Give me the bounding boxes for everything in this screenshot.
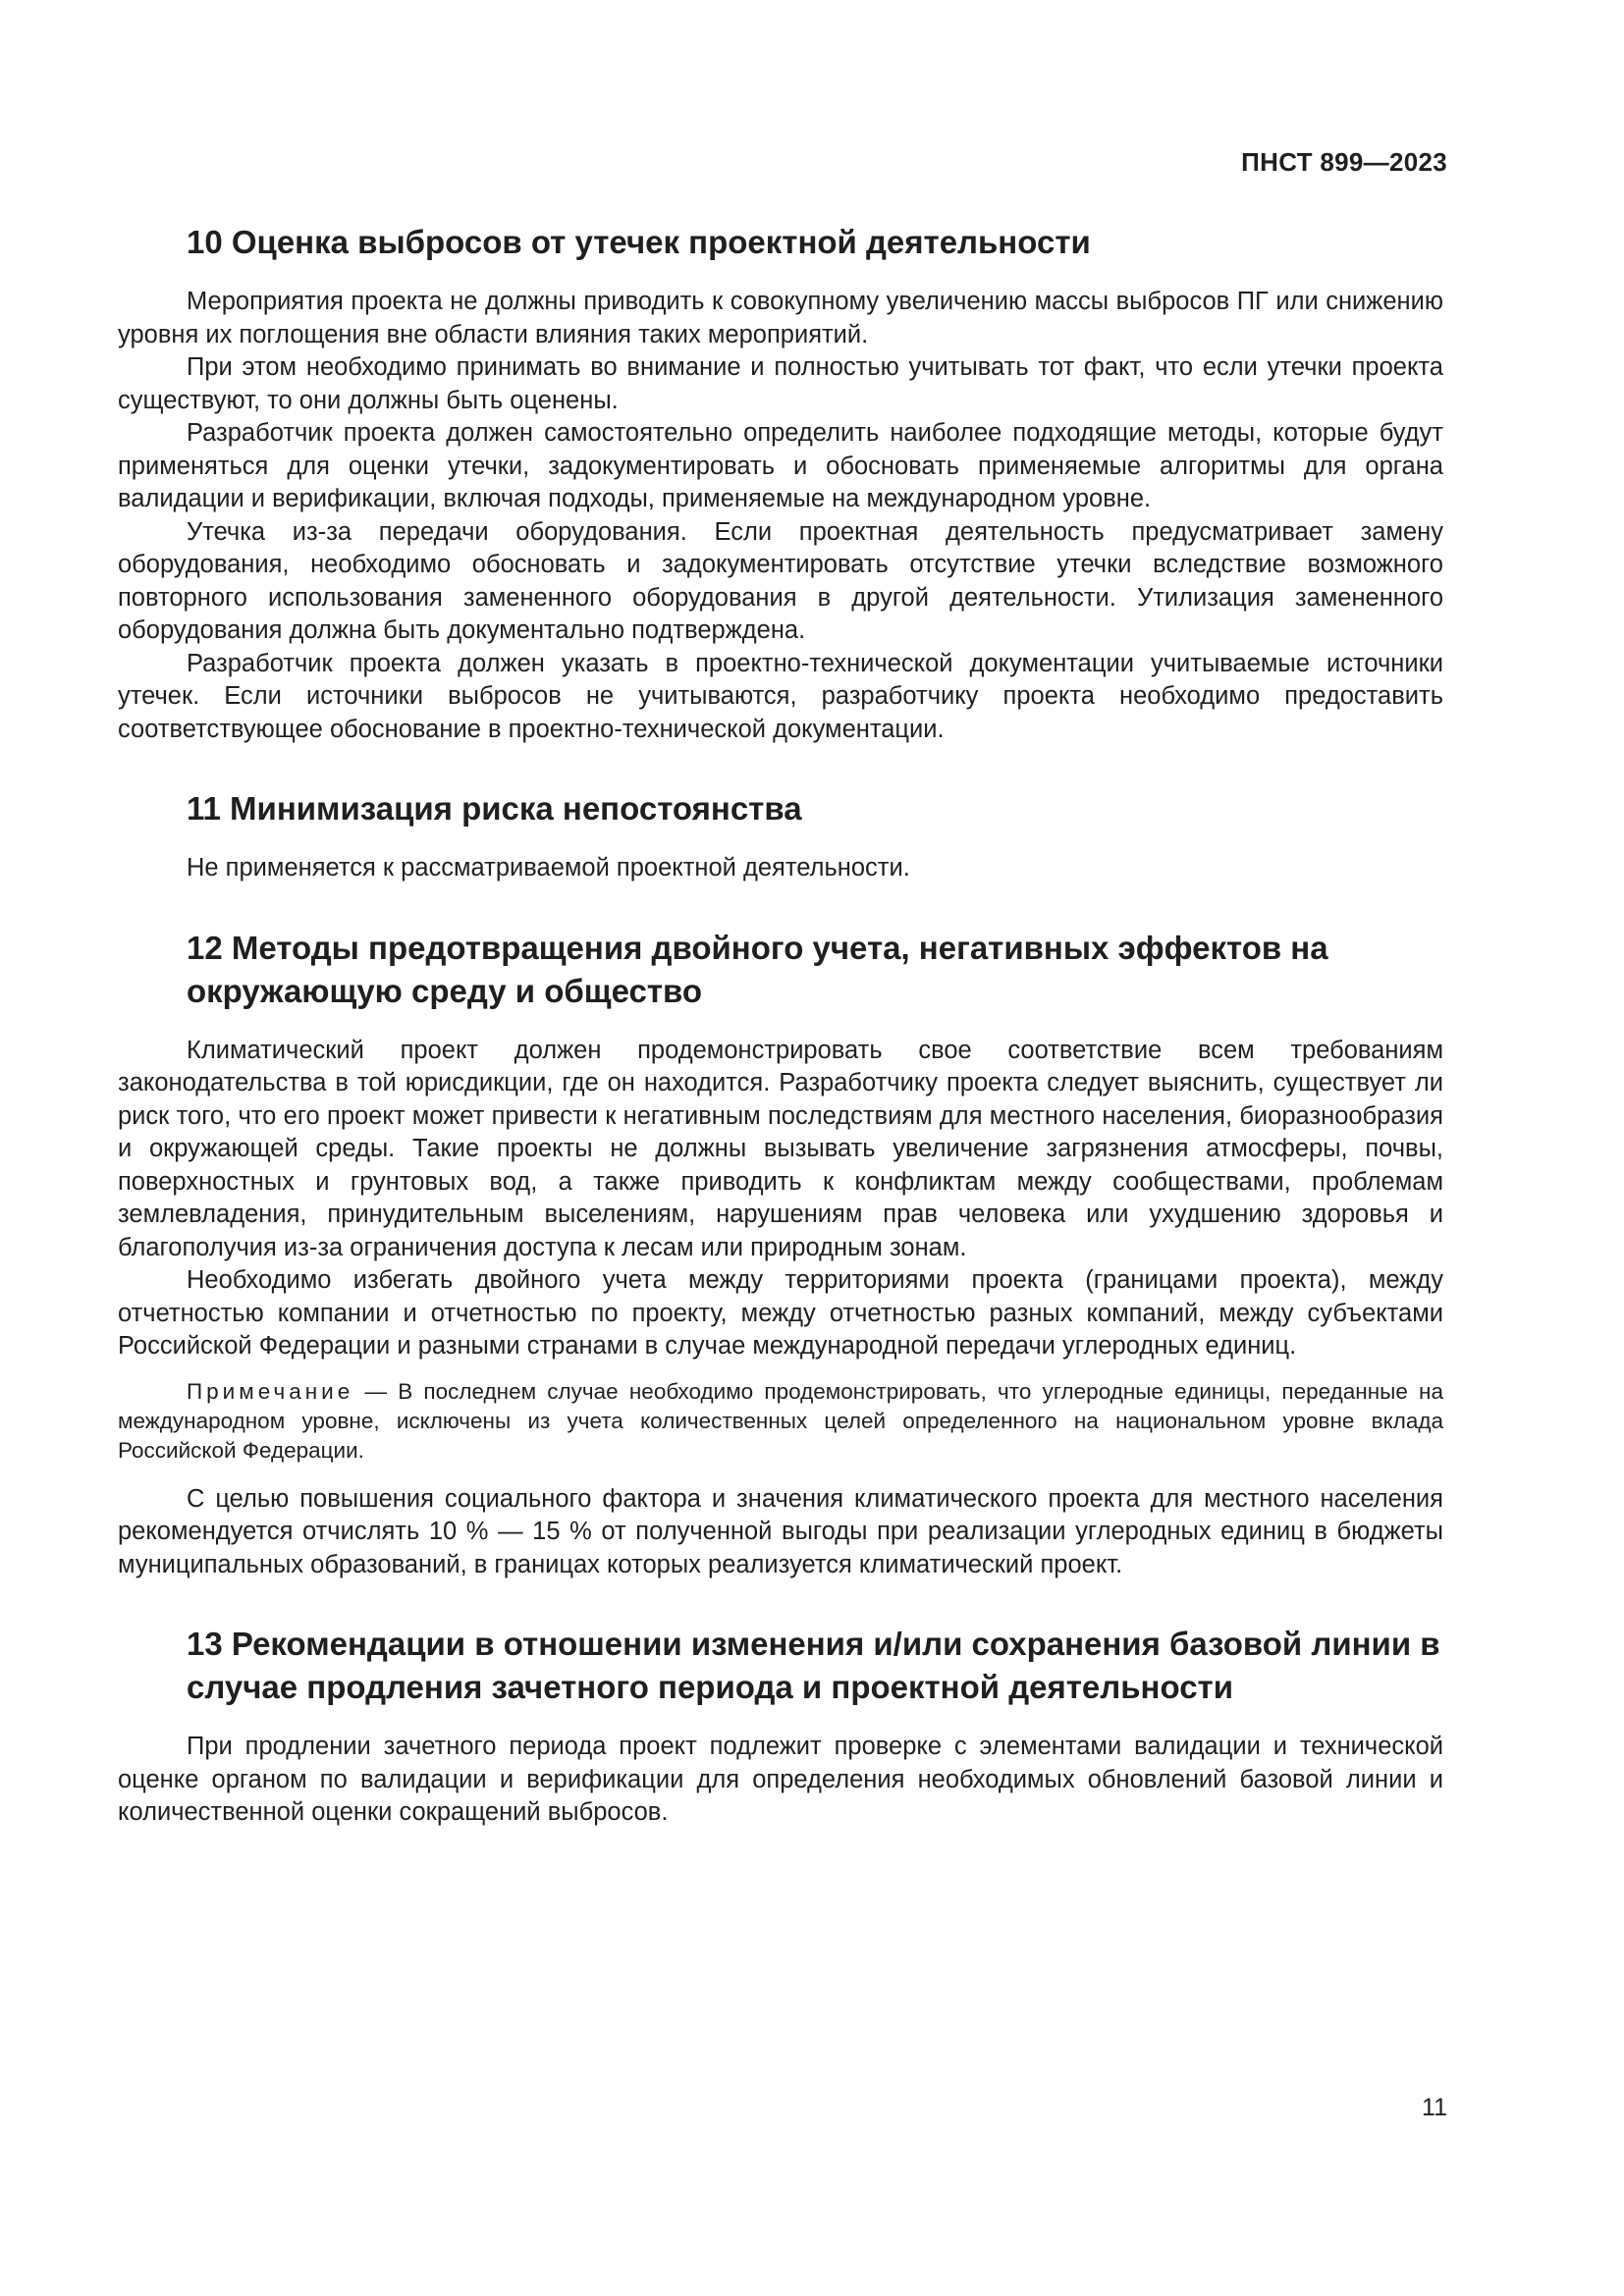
section-title-12: 12 Методы предотвращения двойного учета, негативных эффектов на окружающую среду и общество xyxy=(187,929,1328,1009)
section-12 xyxy=(118,927,1443,1582)
page-number: 11 xyxy=(1422,2094,1447,2121)
paragraph: При продлении зачетного периода проект подлежит проверке с элементами валидации и технической оценке органом по валидации и верификации для определения необходимых обновлений базовой линии и количественной оценки сокращений выбросов. xyxy=(118,1733,1443,1826)
paragraph: Не применяется к рассматриваемой проектной деятельности. xyxy=(187,854,910,881)
section-11 xyxy=(118,787,1443,885)
section-title-10: 10 Оценка выбросов от утечек проектной деятельности xyxy=(187,224,1091,260)
paragraph: Разработчик проекта должен указать в проектно-технической документации учитываемые источники утечек. Если источники выбросов не учитываются, разработчику проекта необходимо предоставить соответствующее обоснование в проектно-технической документации. xyxy=(118,649,1443,743)
note-label: Примечание xyxy=(187,1378,354,1404)
paragraph: При этом необходимо принимать во внимание и полностью учитывать тот факт, что если утечки проекта существуют, то они должны быть оценены. xyxy=(118,353,1443,414)
section-title-13: 13 Рекомендации в отношении изменения и/или сохранения базовой линии в случае продления зачетного периода и проектной деятельности xyxy=(187,1626,1440,1705)
paragraph: С целью повышения социального фактора и значения климатического проекта для местного населения рекомендуется отчислять 10 % — 15 % от полученной выгоды при реализации углеродных единиц в бюджеты муниципальных образований, в границах которых реализуется климатический проект. xyxy=(118,1484,1443,1578)
section-10 xyxy=(118,221,1443,746)
paragraph: Утечка из-за передачи оборудования. Если проектная деятельность предусматривает замену оборудования, необходимо обосновать и задокументировать отсутствие утечки вследствие возможного повторного использования замененного оборудования в другой деятельности. Утилизация замененного оборудования должна быть документально подтверждена. xyxy=(118,517,1443,644)
note-text: — В последнем случае необходимо продемонстрировать, что углеродные единицы, переданные на международном уровне, исключены из учета количественных целей определенного на национальном уровне вклада Российской Федерации. xyxy=(118,1378,1443,1463)
document-code: ПНСТ 899—2023 xyxy=(1241,147,1447,177)
paragraph: Разработчик проекта должен самостоятельно определить наиболее подходящие методы, которые будут применяться для оценки утечки, задокументировать и обосновать применяемые алгоритмы для органа валидации и верификации, включая подходы, применяемые на международном уровне. xyxy=(118,419,1443,512)
section-title-11: 11 Минимизация риска непостоянства xyxy=(187,790,802,827)
section-13 xyxy=(118,1623,1443,1830)
paragraph: Мероприятия проекта не должны приводить к совокупному увеличению массы выбросов ПГ или снижению уровня их поглощения вне области влияния таких мероприятий. xyxy=(118,288,1443,348)
paragraph: Климатический проект должен продемонстрировать свое соответствие всем требованиям законодательства в той юрисдикции, где он находится. Разработчику проекта следует выяснить, существует ли риск того, что его проект может привести к негативным последствиям для местного населения, биоразнообразия и окружающей среды. Такие проекты не должны вызывать увеличение загрязнения атмосферы, почвы, поверхностных и грунтовых вод, а также приводить к конфликтам между сообществами, проблемам землевладения, принудительным выселениям, нарушениям прав человека или ухудшению здоровья и благополучия из-за ограничения доступа к лесам или природным зонам. xyxy=(118,1036,1443,1261)
paragraph: Необходимо избегать двойного учета между территориями проекта (границами проекта), между отчетностью компании и отчетностью по проекту, между отчетностью разных компаний, между субъектами Российской Федерации и разными странами в случае международной передачи углеродных единиц. xyxy=(118,1266,1443,1360)
page-content xyxy=(118,221,1443,1871)
note xyxy=(118,1377,1443,1466)
